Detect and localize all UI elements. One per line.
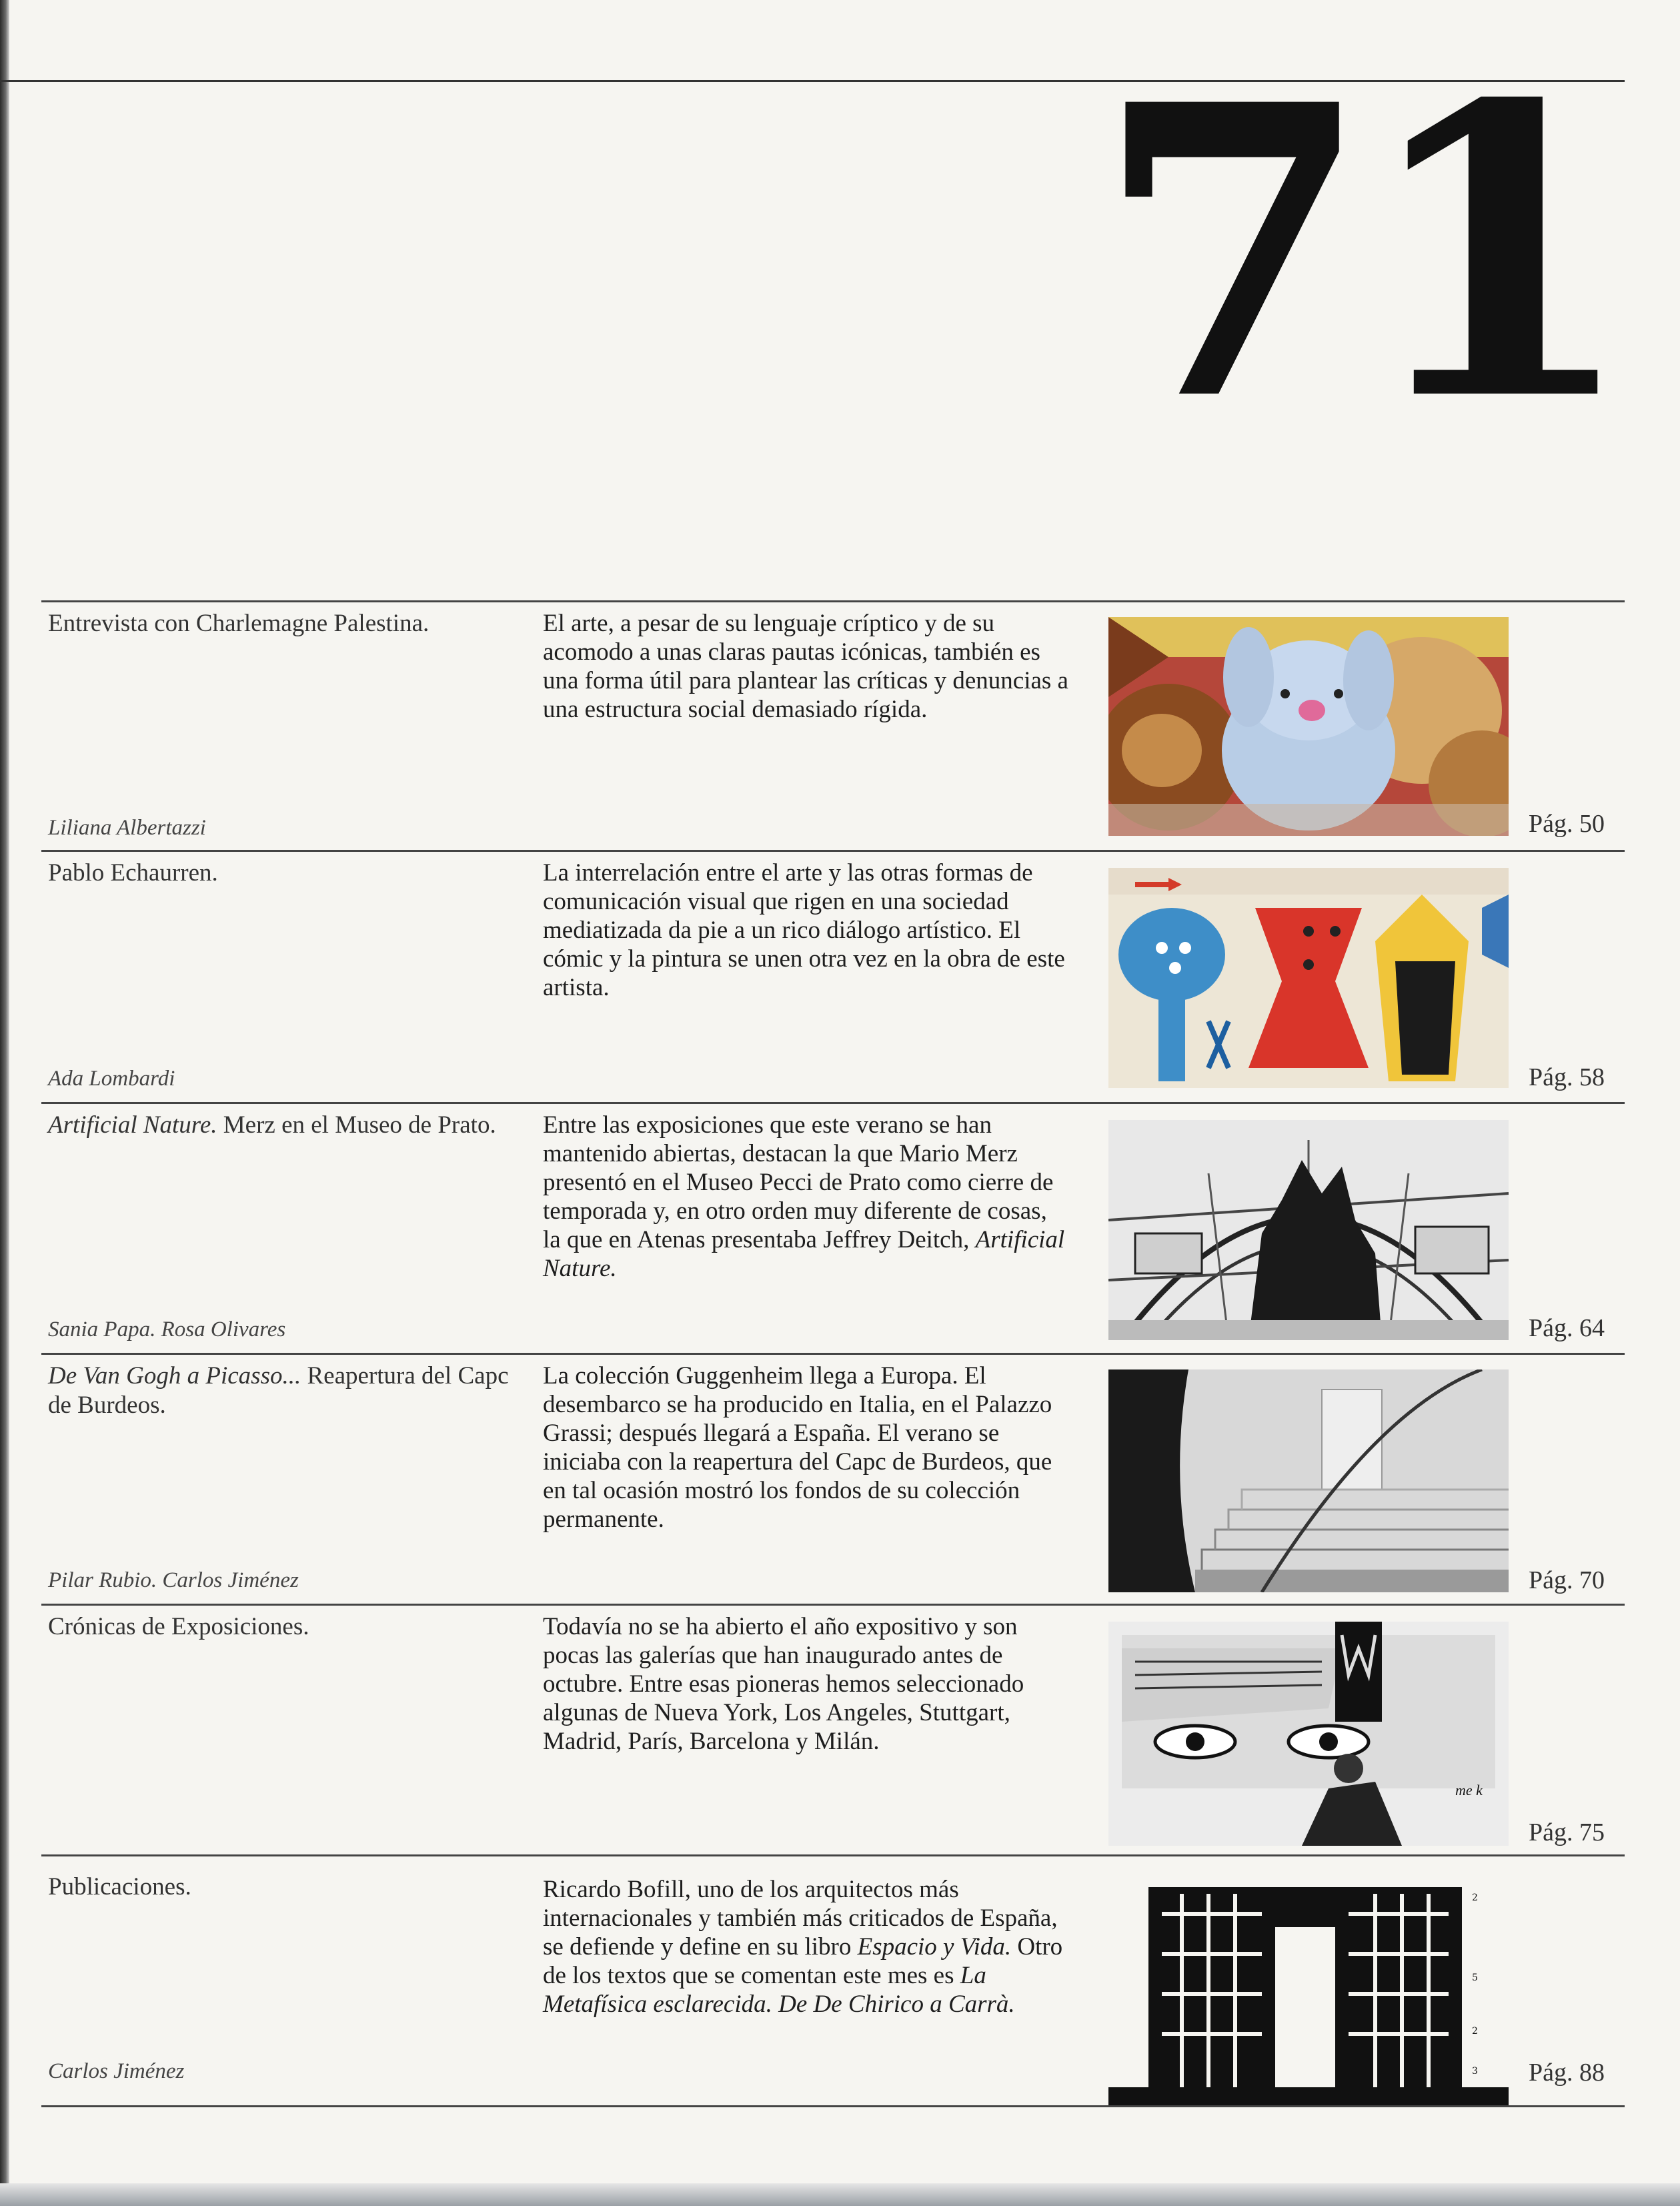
entry-author: Ada Lombardi [48, 1067, 175, 1091]
entry-description: La colección Guggenheim llega a Europa. El desembarco se ha producido en Italia, en el Palazzo Grassi; después llegará a España. El verano se iniciaba con la reapertura del Capc de Burdeos, que en tal ocasión mostró los fondos de su colección permanente. [543, 1362, 1052, 1533]
bottom-rule [41, 2105, 1625, 2107]
entry-author: Carlos Jiménez [48, 2059, 185, 2083]
entry-description: La interrelación entre el arte y las otras formas de comunicación visual que rigen en una sociedad mediatizada da pie a un rico diálogo artístico. El cómic y la pintura se unen otra vez en la obra de este artista. [543, 859, 1065, 1001]
entry-page: Pág. 64 [1529, 1314, 1605, 1342]
entry-description: Todavía no se ha abierto el año expositivo y son pocas las galerías que han inaugurado antes de octubre. Entre esas pioneras hemos seleccionado algunas de Nueva York, Los Angeles, Stuttgart, Madrid, París, Barcelona y Milán. [543, 1613, 1024, 1755]
architecture-drawing [1108, 1874, 1509, 2107]
page-edge [0, 2183, 1680, 2206]
entry-title: Entrevista con Charlemagne Palestina. [48, 610, 430, 637]
toc-entry[interactable] [41, 1854, 1625, 2107]
entry-title: Publicaciones. [48, 1873, 191, 1900]
painting-photo [1108, 868, 1509, 1088]
entry-page: Pág. 88 [1529, 2059, 1605, 2087]
entry-page: Pág. 50 [1529, 810, 1605, 838]
sketch-mark: 5 [1472, 1973, 1478, 1983]
toc-entry[interactable] [41, 850, 1625, 1104]
entry-title: Pablo Echaurren. [48, 859, 218, 887]
entry-page: Pág. 70 [1529, 1566, 1605, 1594]
toc-entry[interactable] [41, 1353, 1625, 1606]
entry-author: Pilar Rubio. Carlos Jiménez [48, 1568, 299, 1592]
sketch-mark: 3 [1472, 2066, 1478, 2077]
entry-author: Liliana Albertazzi [48, 816, 206, 840]
entry-title: De Van Gogh a Picasso... Reapertura del Capc de Burdeos. [48, 1362, 509, 1419]
entry-page: Pág. 75 [1529, 1818, 1605, 1846]
sketch-mark: 2 [1472, 1892, 1478, 1903]
entry-page: Pág. 58 [1529, 1063, 1605, 1091]
entry-description: Ricardo Bofill, uno de los arquitectos más internacionales y también más criticados de España, se defiende y define en su libro Espacio y Vida. Otro de los textos que se comentan este mes es La Metafísica esclarecida. De De Chirico a Carrà. [543, 1876, 1063, 2018]
toc-entry[interactable] [41, 1604, 1625, 1856]
toc-entry[interactable] [41, 600, 1625, 852]
staircase-photo [1108, 1369, 1509, 1592]
comic-caption: me k [1455, 1782, 1483, 1798]
entry-title: Artificial Nature. Merz en el Museo de Prato. [48, 1111, 496, 1139]
issue-number: 71 [1094, 18, 1624, 488]
entry-description: El arte, a pesar de su lenguaje críptico y de su acomodo a unas claras pautas icónicas, también es una forma útil para plantear las críticas y denuncias a una estructura social demasiado rígida. [543, 610, 1068, 723]
igloo-installation-photo [1108, 1120, 1509, 1340]
page-spine [0, 0, 9, 2206]
sketch-mark: 2 [1472, 2026, 1478, 2037]
entry-title: Crónicas de Exposiciones. [48, 1613, 309, 1640]
toc-entry[interactable] [41, 1102, 1625, 1355]
entry-author: Sania Papa. Rosa Olivares [48, 1317, 286, 1341]
entry-description: Entre las exposiciones que este verano se han mantenido abiertas, destacan la que Mario Merz presentó en el Museo Pecci de Prato como cierre de temporada y, en otro orden muy diferente de cosas, la que en Atenas presentaba Jeffrey Deitch, Artificial Nature. [543, 1111, 1065, 1282]
comic-eyes-photo [1108, 1622, 1509, 1846]
stuffed-toys-photo [1108, 617, 1509, 836]
